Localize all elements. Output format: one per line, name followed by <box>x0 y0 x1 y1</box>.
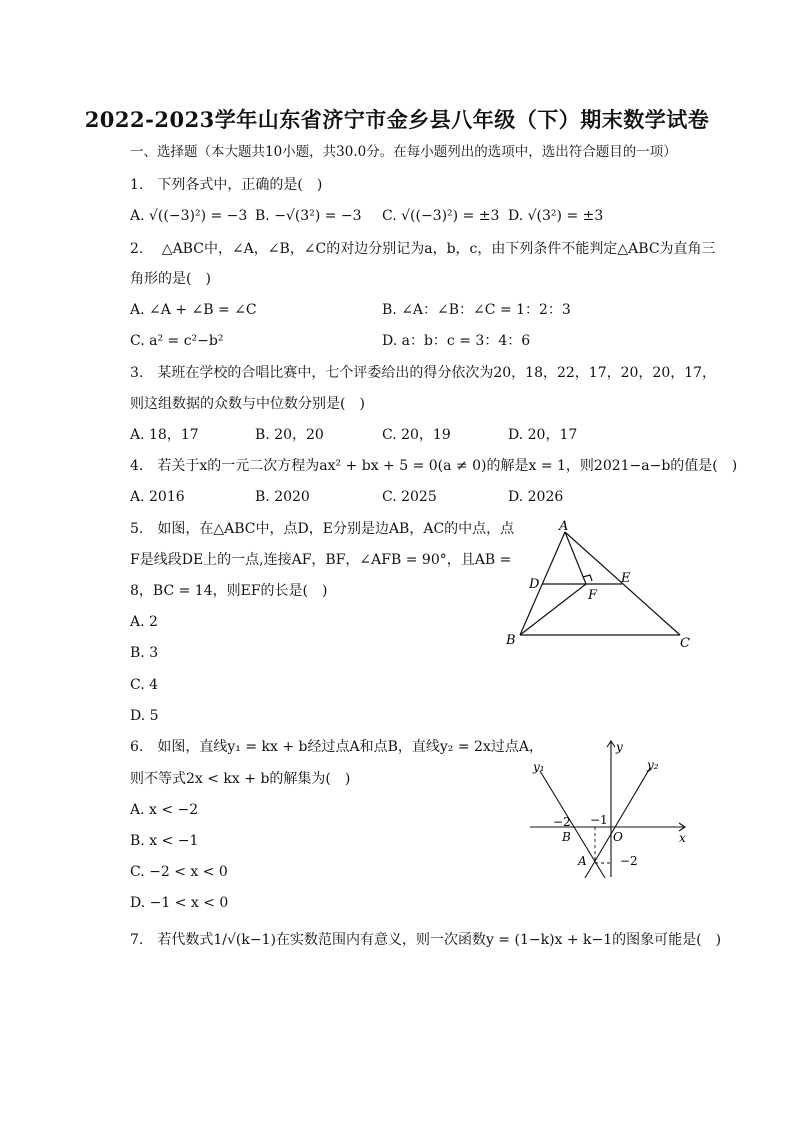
label-e: E <box>621 571 631 586</box>
label-neg2-y: −2 <box>620 854 638 868</box>
label-neg1: −1 <box>590 813 608 827</box>
q4-option-d: D. 2026 <box>508 489 564 505</box>
question-2-stem-line1: 2. △ABC中，∠A，∠B，∠C的对边分别记为a，b，c，由下列条件不能判定△ABC为直角三 <box>130 241 716 257</box>
q6-option-d: D. −1 < x < 0 <box>130 895 229 911</box>
q5-option-c: C. 4 <box>130 677 159 693</box>
question-5-stem-line2: F是线段DE上的一点,连接AF，BF，∠AFB = 90°，且AB = <box>130 552 512 568</box>
q5-option-d: D. 5 <box>130 708 159 724</box>
figure-coordinate-graph <box>525 735 695 880</box>
label-o: O <box>613 830 623 844</box>
q1-option-c: C. √((−3)²) = ±3 <box>382 208 500 224</box>
label-a: A <box>559 519 569 534</box>
label-a: A <box>578 854 587 868</box>
q2-option-c: C. a² = c²−b² <box>130 333 224 349</box>
q3-option-d: D. 20，17 <box>508 427 578 443</box>
question-1-stem: 1. 下列各式中，正确的是( ) <box>130 177 323 193</box>
label-y2: y₂ <box>647 758 659 772</box>
q1-option-a: A. √((−3)²) = −3 <box>130 208 248 224</box>
q1-option-d: D. √(3²) = ±3 <box>508 208 604 224</box>
question-5-stem-line1: 5. 如图，在△ABC中，点D，E分别是边AB，AC的中点，点 <box>130 521 515 537</box>
figure-triangle <box>500 515 700 655</box>
q2-option-b: B. ∠A：∠B：∠C = 1：2：3 <box>382 302 571 318</box>
label-b: B <box>562 830 571 844</box>
q4-option-c: C. 2025 <box>382 489 437 505</box>
label-d: D <box>529 577 540 592</box>
label-f: F <box>588 588 598 603</box>
page-title: 2022-2023学年山东省济宁市金乡县八年级（下）期末数学试卷 <box>84 107 710 132</box>
q5-option-b: B. 3 <box>130 645 159 661</box>
q3-option-a: A. 18，17 <box>130 427 199 443</box>
question-6-stem-line1: 6. 如图，直线y₁ = kx + b经过点A和点B，直线y₂ = 2x过点A， <box>130 739 543 755</box>
q1-option-b: B. −√(3²) = −3 <box>255 208 362 224</box>
question-3-stem-line1: 3. 某班在学校的合唱比赛中，七个评委给出的得分依次为20，18，22，17，20，20，17， <box>130 365 717 381</box>
q6-option-a: A. x < −2 <box>130 802 199 818</box>
question-7-stem: 7. 若代数式1/√(k−1)在实数范围内有意义，则一次函数y = (1−k)x + k−1的图象可能是( ) <box>130 932 722 948</box>
label-b: B <box>506 633 516 648</box>
segment-af <box>565 532 586 584</box>
label-y: y <box>616 740 623 754</box>
q3-option-c: C. 20，19 <box>382 427 451 443</box>
q3-option-b: B. 20，20 <box>255 427 324 443</box>
label-neg2-x: −2 <box>553 815 571 829</box>
label-x: x <box>679 831 686 845</box>
label-c: C <box>680 636 690 651</box>
section-header: 一、选择题（本大题共10小题，共30.0分。在每小题列出的选项中，选出符合题目的一项） <box>130 144 677 160</box>
label-y1: y₁ <box>533 760 545 774</box>
q4-option-b: B. 2020 <box>255 489 310 505</box>
q4-option-a: A. 2016 <box>130 489 185 505</box>
q2-option-d: D. a：b：c = 3：4：6 <box>382 333 531 349</box>
question-6-stem-line2: 则不等式2x < kx + b的解集为( ) <box>130 771 351 787</box>
question-2-stem-line2: 角形的是( ) <box>130 271 211 287</box>
question-3-stem-line2: 则这组数据的众数与中位数分别是( ) <box>130 396 365 412</box>
question-5-stem-line3: 8，BC = 14，则EF的长是( ) <box>130 583 328 599</box>
q2-option-a: A. ∠A + ∠B = ∠C <box>130 302 257 318</box>
question-4-stem: 4. 若关于x的一元二次方程为ax² + bx + 5 = 0(a ≠ 0)的解是x = 1，则2021−a−b的值是( ) <box>130 458 738 474</box>
q5-option-a: A. 2 <box>130 614 158 630</box>
q6-option-b: B. x < −1 <box>130 833 199 849</box>
q6-option-c: C. −2 < x < 0 <box>130 864 228 880</box>
